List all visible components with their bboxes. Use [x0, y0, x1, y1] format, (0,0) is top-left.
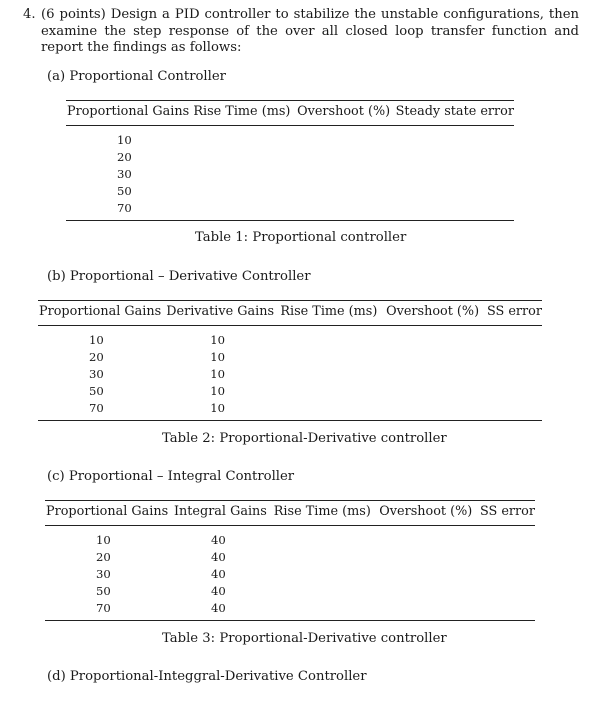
column-header: Overshoot (%)	[379, 501, 480, 526]
table-cell	[280, 326, 386, 349]
table-cell: 10	[210, 349, 226, 364]
table-3-caption: Table 3: Proportional-Derivative controller	[162, 631, 447, 646]
table-cell	[386, 326, 487, 349]
table-cell	[280, 399, 386, 421]
table-cell	[480, 526, 535, 549]
table-header-row	[45, 501, 535, 526]
table-cell	[386, 399, 487, 421]
table-cell: 70	[38, 399, 166, 421]
table-cell: 20	[89, 349, 104, 364]
table-cell	[480, 582, 535, 599]
table-cell: 10	[210, 366, 226, 381]
table-cell	[396, 182, 514, 199]
table-2-caption: Table 2: Proportional-Derivative controller	[162, 431, 447, 446]
table-row	[45, 582, 535, 599]
table-cell	[379, 526, 480, 549]
table-cell	[487, 382, 542, 399]
column-header: Integral Gains	[174, 501, 274, 526]
table-row	[38, 382, 542, 399]
table-cell: 70	[45, 599, 174, 621]
table-cell	[386, 382, 487, 399]
column-header: Proportional Gains	[66, 101, 193, 126]
column-header: Steady state error	[396, 101, 514, 126]
table-cell: 50	[96, 583, 111, 598]
table-cell: 10	[166, 399, 280, 421]
table-cell	[274, 565, 380, 582]
table-row	[66, 148, 514, 165]
table-cell: 50	[89, 383, 104, 398]
table-row	[66, 126, 514, 149]
table-cell: 20	[96, 549, 111, 564]
table-row	[38, 326, 542, 349]
table-row	[38, 399, 542, 421]
problem-number: 4.	[23, 7, 36, 22]
column-header: Rise Time (ms)	[193, 101, 297, 126]
table-cell	[396, 165, 514, 182]
table-cell	[274, 548, 380, 565]
table-cell	[274, 582, 380, 599]
table-1	[66, 100, 514, 221]
section-a-heading: (a) Proportional Controller	[47, 69, 226, 84]
section-d-heading: (d) Proportional-Integgral-Derivative Controller	[47, 669, 367, 684]
table-cell	[280, 365, 386, 382]
table-cell	[487, 399, 542, 421]
table-cell	[193, 165, 297, 182]
table-2	[38, 300, 542, 421]
table-cell	[480, 599, 535, 621]
table-cell	[379, 565, 480, 582]
column-header: Derivative Gains	[166, 301, 280, 326]
table-row	[38, 365, 542, 382]
table-cell	[487, 348, 542, 365]
table-cell	[297, 148, 396, 165]
table-cell	[193, 126, 297, 149]
table-cell: 40	[210, 549, 226, 564]
table-cell	[386, 365, 487, 382]
table-cell	[274, 599, 380, 621]
table-cell: 10	[117, 133, 132, 147]
column-header: SS error	[480, 501, 535, 526]
table-cell	[379, 582, 480, 599]
table-cell	[280, 382, 386, 399]
column-header: Overshoot (%)	[386, 301, 487, 326]
table-cell	[297, 165, 396, 182]
table-cell	[480, 548, 535, 565]
table-cell: 10	[96, 533, 111, 547]
table-cell	[396, 148, 514, 165]
table-cell	[274, 526, 380, 549]
table-cell	[487, 326, 542, 349]
problem-text: (6 points) Design a PID controller to stabilize the unstable configurations, then examine the step response of the over all closed loop transfer function and report the findings as follows:	[41, 7, 579, 55]
table-cell	[396, 126, 514, 149]
table-cell	[480, 565, 535, 582]
table-row	[45, 526, 535, 549]
table-row	[45, 548, 535, 565]
column-header: Proportional Gains	[38, 301, 166, 326]
table-cell: 40	[210, 583, 226, 598]
table-cell	[297, 182, 396, 199]
table-row	[66, 165, 514, 182]
table-header-row	[38, 301, 542, 326]
table-cell: 30	[96, 566, 111, 581]
table-row	[45, 565, 535, 582]
table-3	[45, 500, 535, 621]
table-row	[38, 348, 542, 365]
table-cell: 10	[210, 383, 226, 398]
problem-statement	[23, 7, 579, 57]
section-c-heading: (c) Proportional – Integral Controller	[47, 469, 295, 484]
table-cell: 30	[117, 166, 132, 181]
table-cell	[379, 548, 480, 565]
table-cell: 40	[210, 566, 226, 581]
table-cell	[280, 348, 386, 365]
table-cell	[396, 199, 514, 221]
column-header: Rise Time (ms)	[280, 301, 386, 326]
table-cell: 20	[117, 149, 132, 164]
table-row	[66, 199, 514, 221]
table-cell	[193, 182, 297, 199]
table-cell	[193, 148, 297, 165]
section-b-heading: (b) Proportional – Derivative Controller	[47, 269, 311, 284]
table-cell	[487, 365, 542, 382]
table-cell: 50	[117, 183, 132, 198]
column-header: Overshoot (%)	[297, 101, 396, 126]
table-cell: 40	[174, 599, 274, 621]
table-cell: 40	[210, 533, 226, 547]
table-row	[66, 182, 514, 199]
table-header-row	[66, 101, 514, 126]
table-cell	[379, 599, 480, 621]
table-cell: 70	[66, 199, 193, 221]
table-cell: 10	[210, 333, 226, 347]
table-cell	[297, 126, 396, 149]
table-cell	[386, 348, 487, 365]
table-cell: 10	[89, 333, 104, 347]
table-cell	[193, 199, 297, 221]
table-1-caption: Table 1: Proportional controller	[195, 230, 407, 245]
table-row	[45, 599, 535, 621]
table-cell	[297, 199, 396, 221]
column-header: Rise Time (ms)	[274, 501, 380, 526]
column-header: Proportional Gains	[45, 501, 174, 526]
column-header: SS error	[487, 301, 542, 326]
table-cell: 30	[89, 366, 104, 381]
